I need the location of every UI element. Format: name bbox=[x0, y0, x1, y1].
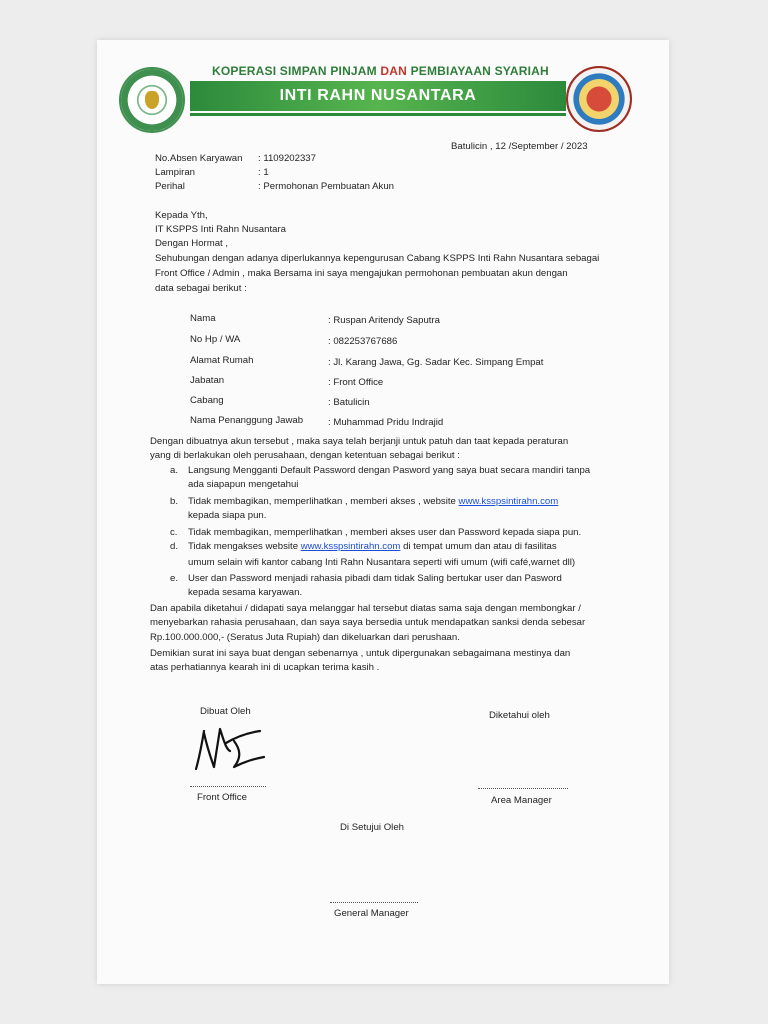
detail-label: Jabatan bbox=[190, 375, 225, 386]
known-by-role: Area Manager bbox=[491, 795, 552, 806]
rule-text-part: Tidak membagikan, memperlihatkan , memberi akses , website bbox=[188, 496, 459, 507]
detail-value: : Muhammad Pridu Indrajid bbox=[328, 417, 444, 428]
website-link[interactable]: www.ksspsintirahn.com bbox=[300, 541, 401, 552]
closing-line: atas perhatiannya kearah ini di ucapkan terima kasih . bbox=[150, 662, 380, 673]
date-place: Batulicin , 12 /September / 2023 bbox=[451, 141, 588, 152]
addressee-recipient: IT KSPPS Inti Rahn Nusantara bbox=[155, 224, 287, 235]
rule-text-part: di tempat umum dan atau di fasilitas bbox=[400, 541, 557, 552]
rule-text: Langsung Mengganti Default Password dengan Pasword yang saya buat secara mandiri tanpa bbox=[188, 465, 591, 476]
agreement-line: yang di berlakukan oleh perusahaan, dengan ketentuan sebagai berikut : bbox=[150, 450, 460, 461]
detail-value: : Batulicin bbox=[328, 397, 370, 408]
agreement-line: Dengan dibuatnya akun tersebut , maka saya telah berjanji untuk patuh dan taat kepada peraturan bbox=[150, 436, 569, 447]
addressee-to: Kepada Yth, bbox=[155, 210, 208, 221]
regional-seal bbox=[566, 66, 632, 132]
approved-by-label: Di Setujui Oleh bbox=[340, 822, 404, 833]
org-name-line bbox=[212, 64, 549, 78]
made-by-signature-line bbox=[190, 786, 266, 787]
rule-text bbox=[188, 541, 557, 552]
rule-text: ada siapapun mengetahui bbox=[188, 479, 299, 490]
greeting: Dengan Hormat , bbox=[155, 238, 229, 249]
detail-value: : Jl. Karang Jawa, Gg. Sadar Kec. Simpang Empat bbox=[328, 357, 544, 368]
handwritten-signature bbox=[190, 721, 266, 773]
detail-label: Nama Penanggung Jawab bbox=[190, 415, 304, 426]
detail-value: : Ruspan Aritendy Saputra bbox=[328, 315, 440, 326]
rule-marker: c. bbox=[170, 527, 178, 538]
rule-marker: e. bbox=[170, 573, 179, 584]
rule-text: Tidak membagikan, memperlihatkan , memberi akses user dan Password kepada siapa pun. bbox=[188, 527, 582, 538]
cooperative-logo-emblem bbox=[145, 91, 159, 109]
made-by-label: Dibuat Oleh bbox=[200, 706, 251, 717]
org-name-part-1: KOPERASI SIMPAN PINJAM bbox=[212, 64, 377, 78]
rule-marker: b. bbox=[170, 496, 179, 507]
meta-value: : 1109202337 bbox=[258, 153, 316, 164]
detail-label: Cabang bbox=[190, 395, 224, 406]
header-divider bbox=[190, 113, 566, 116]
closing-line: Demikian surat ini saya buat dengan sebenarnya , untuk dipergunakan sebagaimana mestinya dan bbox=[150, 648, 571, 659]
approved-by-role: General Manager bbox=[334, 908, 409, 919]
detail-value: : 082253767686 bbox=[328, 336, 398, 347]
penalty-line: Dan apabila diketahui / didapati saya melanggar hal tersebut diatas sama saja dengan membongkar / bbox=[150, 603, 581, 614]
detail-label: No Hp / WA bbox=[190, 334, 241, 345]
detail-label: Alamat Rumah bbox=[190, 355, 254, 366]
org-name-part-2: DAN bbox=[380, 64, 408, 78]
rule-text: kepada siapa pun. bbox=[188, 510, 267, 521]
made-by-role: Front Office bbox=[197, 792, 247, 803]
penalty-line: menyebarkan rahasia perusahaan, dan saya saya bersedia untuk mendapatkan sanksi denda sebesar bbox=[150, 617, 586, 628]
intro-line: Front Office / Admin , maka Bersama ini saya mengajukan permohonan pembuatan akun dengan bbox=[155, 268, 568, 279]
meta-label: Lampiran bbox=[155, 167, 195, 178]
approved-by-signature-line bbox=[330, 902, 418, 903]
known-by-label: Diketahui oleh bbox=[489, 710, 550, 721]
meta-label: No.Absen Karyawan bbox=[155, 153, 243, 164]
meta-label: Perihal bbox=[155, 181, 185, 192]
org-banner-title: INTI RAHN NUSANTARA bbox=[190, 81, 566, 111]
website-link[interactable]: www.ksspsintirahn.com bbox=[458, 496, 559, 507]
detail-label: Nama bbox=[190, 313, 216, 324]
rule-text-part: Tidak mengakses website bbox=[188, 541, 301, 552]
intro-line: data sebagai berikut : bbox=[155, 283, 247, 294]
rule-marker: a. bbox=[170, 465, 179, 476]
rule-text: umum selain wifi kantor cabang Inti Rahn Nusantara seperti wifi umum (wifi café,warnet dll) bbox=[188, 557, 576, 568]
org-name-part-3: PEMBIAYAAN SYARIAH bbox=[410, 64, 549, 78]
meta-value: : 1 bbox=[258, 167, 269, 178]
meta-value: : Permohonan Pembuatan Akun bbox=[258, 181, 395, 192]
known-by-signature-line bbox=[478, 788, 568, 789]
cooperative-logo bbox=[119, 67, 185, 133]
rule-marker: d. bbox=[170, 541, 179, 552]
detail-value: : Front Office bbox=[328, 377, 384, 388]
rule-text: kepada sesama karyawan. bbox=[188, 587, 303, 598]
intro-line: Sehubungan dengan adanya diperlukannya kepengurusan Cabang KSPPS Inti Rahn Nusantara sebagai bbox=[155, 253, 600, 264]
rule-text bbox=[188, 496, 558, 507]
rule-text: User dan Password menjadi rahasia pibadi dam tidak Saling bertukar user dan Pasword bbox=[188, 573, 562, 584]
penalty-line: Rp.100.000.000,- (Seratus Juta Rupiah) dan dikeluarkan dari perushaan. bbox=[150, 632, 460, 643]
